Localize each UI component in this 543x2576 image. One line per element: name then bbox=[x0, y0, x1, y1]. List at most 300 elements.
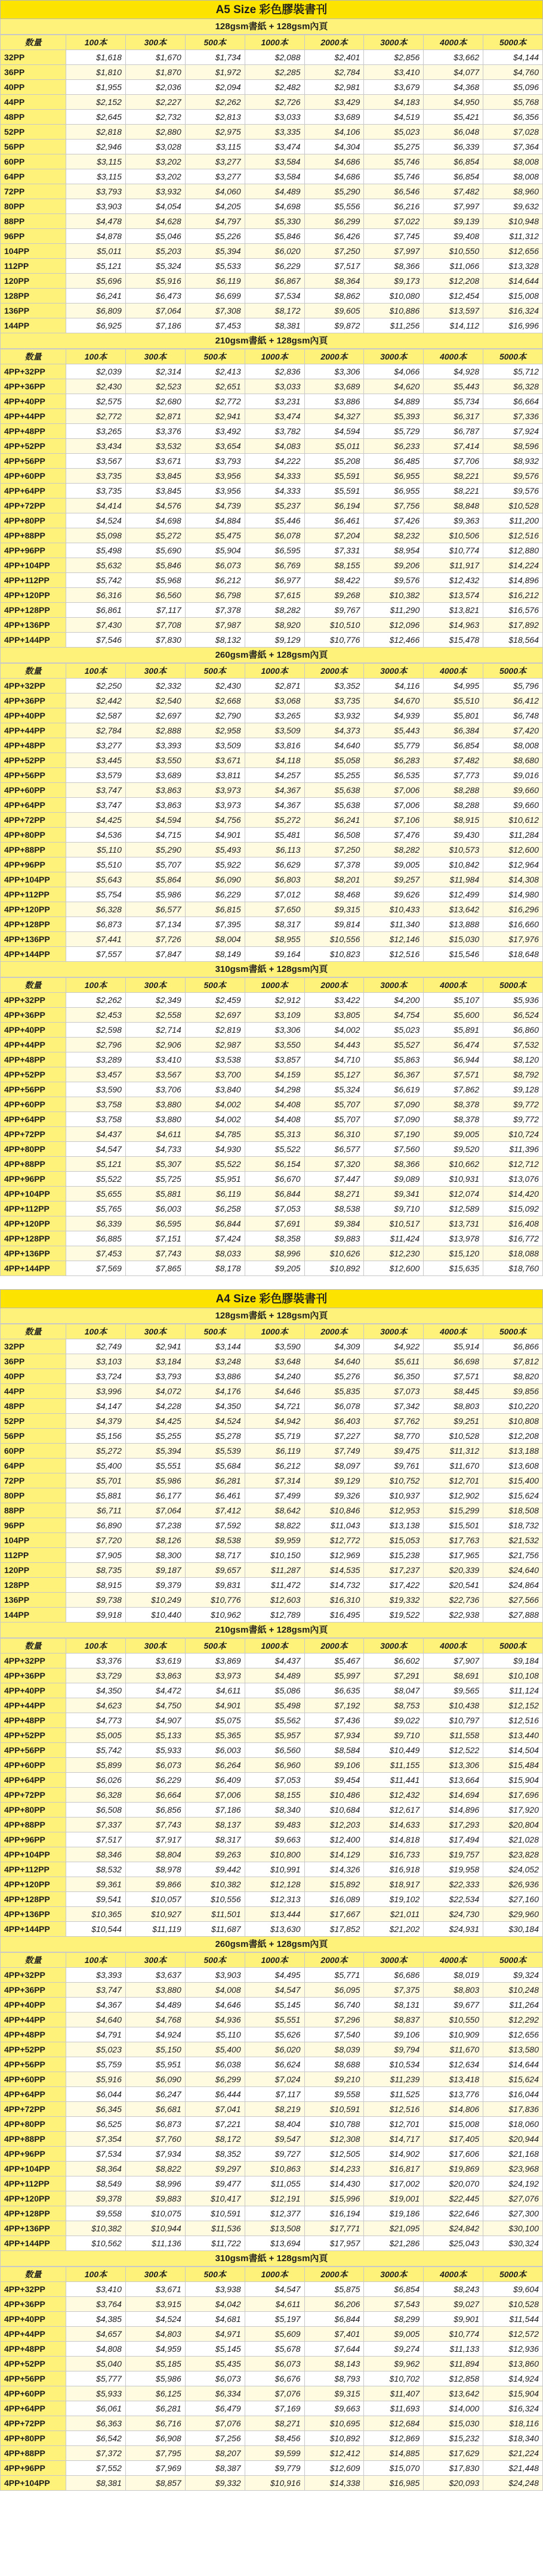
price-cell: $22,534 bbox=[424, 1892, 483, 1907]
price-cell: $12,499 bbox=[424, 887, 483, 902]
column-header: 300本 bbox=[125, 1953, 185, 1968]
table-row bbox=[1, 603, 543, 618]
price-cell: $6,698 bbox=[424, 1354, 483, 1369]
price-cell: $12,146 bbox=[364, 932, 424, 947]
price-cell: $6,955 bbox=[364, 484, 424, 499]
price-cell: $6,955 bbox=[364, 469, 424, 484]
price-cell: $3,932 bbox=[304, 708, 364, 723]
price-cell: $7,420 bbox=[483, 723, 543, 738]
price-cell: $9,454 bbox=[304, 1773, 364, 1788]
price-cell: $6,426 bbox=[304, 229, 364, 244]
price-cell: $2,772 bbox=[185, 394, 245, 409]
price-cell: $3,265 bbox=[66, 424, 126, 439]
price-cell: $6,885 bbox=[66, 1231, 126, 1246]
price-cell: $20,541 bbox=[424, 1578, 483, 1593]
price-cell: $8,004 bbox=[185, 932, 245, 947]
price-cell: $3,903 bbox=[66, 199, 126, 214]
price-cell: $3,115 bbox=[66, 154, 126, 169]
price-cell: $8,404 bbox=[245, 2117, 304, 2132]
price-cell: $13,188 bbox=[483, 1444, 543, 1459]
price-cell: $8,288 bbox=[424, 798, 483, 813]
price-cell: $9,883 bbox=[125, 2191, 185, 2206]
page-count-cell: 4PP+136PP bbox=[1, 2221, 66, 2236]
price-cell: $5,729 bbox=[364, 424, 424, 439]
price-cell: $2,871 bbox=[245, 679, 304, 693]
price-cell: $3,474 bbox=[245, 140, 304, 154]
price-cell: $21,532 bbox=[483, 1533, 543, 1548]
price-cell: $16,212 bbox=[483, 588, 543, 603]
price-cell: $3,956 bbox=[185, 484, 245, 499]
price-cell: $10,991 bbox=[245, 1862, 304, 1877]
price-cell: $10,550 bbox=[424, 244, 483, 259]
price-cell: $7,375 bbox=[364, 1983, 424, 1998]
price-cell: $4,443 bbox=[304, 1038, 364, 1052]
price-cell: $5,632 bbox=[66, 558, 126, 573]
price-cell: $11,722 bbox=[185, 2236, 245, 2251]
price-cell: $6,328 bbox=[66, 902, 126, 917]
price-cell: $21,168 bbox=[483, 2147, 543, 2162]
price-cell: $11,670 bbox=[424, 1459, 483, 1473]
price-cell: $9,341 bbox=[364, 1187, 424, 1202]
price-cell: $2,946 bbox=[66, 140, 126, 154]
price-cell: $6,860 bbox=[483, 1023, 543, 1038]
price-cell: $4,878 bbox=[66, 229, 126, 244]
price-cell: $13,580 bbox=[483, 2042, 543, 2057]
table-row bbox=[1, 110, 543, 125]
column-header: 5000本 bbox=[483, 35, 543, 50]
price-cell: $3,115 bbox=[66, 169, 126, 184]
page-count-cell: 4PP+52PP bbox=[1, 1067, 66, 1082]
price-cell: $3,410 bbox=[66, 2282, 126, 2297]
price-cell: $12,516 bbox=[483, 1713, 543, 1728]
price-cell: $8,201 bbox=[304, 872, 364, 887]
price-cell: $8,596 bbox=[483, 439, 543, 454]
section-title: A5 Size 彩色膠裝書刊 bbox=[0, 0, 543, 19]
price-cell: $9,738 bbox=[66, 1593, 126, 1608]
column-header: 1000本 bbox=[245, 1324, 304, 1339]
price-cell: $9,959 bbox=[245, 1533, 304, 1548]
price-cell: $8,680 bbox=[483, 753, 543, 768]
price-cell: $5,609 bbox=[245, 2327, 304, 2342]
price-cell: $4,681 bbox=[185, 2312, 245, 2327]
page-count-cell: 4PP+104PP bbox=[1, 2162, 66, 2176]
price-cell: $12,505 bbox=[304, 2147, 364, 2162]
page-count-cell: 4PP+60PP bbox=[1, 469, 66, 484]
price-cell: $5,255 bbox=[304, 768, 364, 783]
page-count-cell: 4PP+56PP bbox=[1, 1743, 66, 1758]
price-cell: $6,508 bbox=[304, 828, 364, 843]
price-cell: $9,430 bbox=[424, 828, 483, 843]
price-cell: $5,712 bbox=[483, 364, 543, 379]
price-cell: $7,650 bbox=[245, 902, 304, 917]
price-cell: $6,595 bbox=[125, 1216, 185, 1231]
price-cell: $3,654 bbox=[185, 439, 245, 454]
table-row bbox=[1, 1414, 543, 1429]
price-cell: $11,055 bbox=[245, 2176, 304, 2191]
column-header: 1000本 bbox=[245, 35, 304, 50]
price-cell: $3,735 bbox=[66, 484, 126, 499]
price-cell: $7,447 bbox=[304, 1172, 364, 1187]
price-cell: $16,324 bbox=[483, 2401, 543, 2416]
price-cell: $4,176 bbox=[185, 1384, 245, 1399]
price-cell: $8,221 bbox=[424, 469, 483, 484]
price-cell: $5,133 bbox=[125, 1728, 185, 1743]
price-cell: $6,635 bbox=[304, 1683, 364, 1698]
page-count-cell: 52PP bbox=[1, 1414, 66, 1429]
price-cell: $20,944 bbox=[483, 2132, 543, 2147]
price-cell: $13,076 bbox=[483, 1172, 543, 1187]
price-cell: $5,771 bbox=[304, 1968, 364, 1983]
price-cell: $7,336 bbox=[483, 409, 543, 424]
price-cell: $9,547 bbox=[245, 2132, 304, 2147]
table-row bbox=[1, 2162, 543, 2176]
price-cell: $9,408 bbox=[424, 229, 483, 244]
price-cell: $3,509 bbox=[185, 738, 245, 753]
price-cell: $1,870 bbox=[125, 65, 185, 80]
column-header: 300本 bbox=[125, 349, 185, 364]
price-cell: $2,036 bbox=[125, 80, 185, 95]
price-cell: $15,478 bbox=[424, 633, 483, 648]
price-cell: $7,720 bbox=[66, 1533, 126, 1548]
price-cell: $10,486 bbox=[304, 1788, 364, 1803]
price-cell: $5,011 bbox=[304, 439, 364, 454]
price-cell: $7,192 bbox=[304, 1698, 364, 1713]
column-header: 数量 bbox=[1, 1324, 66, 1339]
price-cell: $15,892 bbox=[304, 1877, 364, 1892]
price-cell: $3,679 bbox=[364, 80, 424, 95]
table-row bbox=[1, 1877, 543, 1892]
price-cell: $6,247 bbox=[125, 2087, 185, 2102]
column-header: 500本 bbox=[185, 1324, 245, 1339]
table-row bbox=[1, 1082, 543, 1097]
price-cell: $6,740 bbox=[304, 1998, 364, 2012]
price-cell: $9,361 bbox=[66, 1877, 126, 1892]
page-count-cell: 4PP+32PP bbox=[1, 679, 66, 693]
price-cell: $14,112 bbox=[424, 318, 483, 333]
table-row bbox=[1, 573, 543, 588]
price-cell: $3,996 bbox=[66, 1384, 126, 1399]
price-cell: $14,420 bbox=[483, 1187, 543, 1202]
price-cell: $5,533 bbox=[185, 259, 245, 274]
price-cell: $4,118 bbox=[245, 753, 304, 768]
price-cell: $5,591 bbox=[304, 469, 364, 484]
page-count-cell: 4PP+112PP bbox=[1, 573, 66, 588]
price-cell: $12,191 bbox=[245, 2191, 304, 2206]
price-cell: $1,734 bbox=[185, 50, 245, 65]
price-cell: $11,155 bbox=[364, 1758, 424, 1773]
price-cell: $6,264 bbox=[185, 1758, 245, 1773]
price-cell: $10,909 bbox=[424, 2027, 483, 2042]
price-cell: $7,064 bbox=[125, 304, 185, 318]
page-count-cell: 48PP bbox=[1, 110, 66, 125]
price-cell: $20,070 bbox=[424, 2176, 483, 2191]
price-cell: $17,629 bbox=[424, 2446, 483, 2461]
price-cell: $4,657 bbox=[66, 2327, 126, 2342]
page-count-cell: 4PP+96PP bbox=[1, 543, 66, 558]
price-cell: $8,717 bbox=[185, 1548, 245, 1563]
price-cell: $19,522 bbox=[364, 1608, 424, 1623]
price-cell: $27,300 bbox=[483, 2206, 543, 2221]
price-cell: $7,571 bbox=[424, 1369, 483, 1384]
price-cell: $4,907 bbox=[125, 1713, 185, 1728]
price-cell: $10,556 bbox=[185, 1892, 245, 1907]
price-cell: $4,942 bbox=[245, 1414, 304, 1429]
price-cell: $9,576 bbox=[364, 573, 424, 588]
price-cell: $9,779 bbox=[245, 2461, 304, 2476]
page-count-cell: 4PP+64PP bbox=[1, 1112, 66, 1127]
table-row bbox=[1, 2386, 543, 2401]
price-cell: $9,883 bbox=[304, 1231, 364, 1246]
price-cell: $12,656 bbox=[483, 2027, 543, 2042]
price-section bbox=[0, 1289, 543, 2491]
price-cell: $5,846 bbox=[125, 558, 185, 573]
price-cell: $6,229 bbox=[245, 259, 304, 274]
table-row bbox=[1, 1157, 543, 1172]
table-row bbox=[1, 1773, 543, 1788]
price-cell: $3,886 bbox=[304, 394, 364, 409]
price-cell: $11,284 bbox=[483, 828, 543, 843]
table-row bbox=[1, 783, 543, 798]
group-subtitle: 128gsm書紙 + 128gsm內頁 bbox=[0, 19, 543, 35]
price-cell: $10,556 bbox=[304, 932, 364, 947]
price-cell: $5,904 bbox=[185, 543, 245, 558]
price-cell: $10,800 bbox=[245, 1847, 304, 1862]
price-cell: $6,602 bbox=[364, 1654, 424, 1668]
price-cell: $12,589 bbox=[424, 1202, 483, 1216]
price-cell: $7,453 bbox=[185, 318, 245, 333]
price-cell: $3,492 bbox=[185, 424, 245, 439]
price-cell: $3,033 bbox=[245, 110, 304, 125]
page-count-cell: 4PP+96PP bbox=[1, 1832, 66, 1847]
column-header: 3000本 bbox=[364, 1324, 424, 1339]
price-cell: $9,315 bbox=[304, 2386, 364, 2401]
price-cell: $30,184 bbox=[483, 1922, 543, 1937]
price-cell: $9,475 bbox=[364, 1444, 424, 1459]
price-cell: $3,648 bbox=[245, 1354, 304, 1369]
table-header-row bbox=[1, 1639, 543, 1654]
price-cell: $7,134 bbox=[125, 917, 185, 932]
price-cell: $21,028 bbox=[483, 1832, 543, 1847]
price-cell: $3,793 bbox=[66, 184, 126, 199]
price-cell: $8,008 bbox=[483, 738, 543, 753]
price-cell: $7,706 bbox=[424, 454, 483, 469]
price-cell: $9,727 bbox=[245, 2147, 304, 2162]
price-cell: $1,810 bbox=[66, 65, 126, 80]
table-row bbox=[1, 318, 543, 333]
table-row bbox=[1, 1112, 543, 1127]
price-cell: $7,773 bbox=[424, 768, 483, 783]
price-cell: $6,546 bbox=[364, 184, 424, 199]
price-cell: $24,248 bbox=[483, 2476, 543, 2491]
table-row bbox=[1, 1339, 543, 1354]
price-cell: $14,338 bbox=[304, 2476, 364, 2491]
price-cell: $5,678 bbox=[245, 2342, 304, 2357]
price-cell: $3,144 bbox=[185, 1339, 245, 1354]
price-cell: $3,724 bbox=[66, 1369, 126, 1384]
paper-group bbox=[0, 648, 543, 962]
price-cell: $6,212 bbox=[185, 573, 245, 588]
price-cell: $5,121 bbox=[66, 1157, 126, 1172]
price-cell: $9,866 bbox=[125, 1877, 185, 1892]
price-cell: $4,116 bbox=[364, 679, 424, 693]
price-cell: $5,796 bbox=[483, 679, 543, 693]
price-cell: $11,264 bbox=[483, 1998, 543, 2012]
price-cell: $24,192 bbox=[483, 2176, 543, 2191]
price-cell: $6,960 bbox=[245, 1758, 304, 1773]
price-cell: $9,005 bbox=[364, 2327, 424, 2342]
price-cell: $14,896 bbox=[483, 573, 543, 588]
price-cell: $13,444 bbox=[245, 1907, 304, 1922]
price-cell: $3,782 bbox=[245, 424, 304, 439]
price-cell: $5,746 bbox=[364, 169, 424, 184]
price-cell: $10,517 bbox=[364, 1216, 424, 1231]
price-cell: $10,863 bbox=[245, 2162, 304, 2176]
price-cell: $5,145 bbox=[245, 1998, 304, 2012]
price-cell: $3,764 bbox=[66, 2297, 126, 2312]
price-cell: $9,173 bbox=[364, 274, 424, 289]
price-cell: $6,577 bbox=[304, 1142, 364, 1157]
table-row bbox=[1, 409, 543, 424]
page-count-cell: 4PP+64PP bbox=[1, 2087, 66, 2102]
price-cell: $9,962 bbox=[364, 2357, 424, 2371]
price-cell: $4,773 bbox=[66, 1713, 126, 1728]
price-cell: $1,955 bbox=[66, 80, 126, 95]
table-row bbox=[1, 1892, 543, 1907]
price-cell: $7,073 bbox=[364, 1384, 424, 1399]
price-cell: $2,575 bbox=[66, 394, 126, 409]
price-cell: $5,551 bbox=[245, 2012, 304, 2027]
price-cell: $4,939 bbox=[364, 708, 424, 723]
price-cell: $5,096 bbox=[483, 80, 543, 95]
page-count-cell: 4PP+120PP bbox=[1, 588, 66, 603]
price-cell: $4,640 bbox=[304, 1354, 364, 1369]
price-cell: $5,498 bbox=[245, 1698, 304, 1713]
price-cell: $18,648 bbox=[483, 947, 543, 962]
price-cell: $7,169 bbox=[245, 2401, 304, 2416]
price-cell: $4,159 bbox=[245, 1067, 304, 1082]
price-cell: $6,328 bbox=[483, 379, 543, 394]
price-cell: $13,508 bbox=[245, 2221, 304, 2236]
price-cell: $2,819 bbox=[185, 1023, 245, 1038]
column-header: 数量 bbox=[1, 1953, 66, 1968]
price-cell: $5,467 bbox=[304, 1654, 364, 1668]
page-count-cell: 4PP+88PP bbox=[1, 843, 66, 857]
price-cell: $5,443 bbox=[424, 379, 483, 394]
price-cell: $5,986 bbox=[125, 887, 185, 902]
price-cell: $6,403 bbox=[304, 1414, 364, 1429]
price-cell: $10,944 bbox=[125, 2221, 185, 2236]
price-cell: $22,646 bbox=[424, 2206, 483, 2221]
price-cell: $3,306 bbox=[245, 1023, 304, 1038]
price-cell: $7,090 bbox=[364, 1112, 424, 1127]
page-count-cell: 4PP+48PP bbox=[1, 1052, 66, 1067]
price-cell: $5,156 bbox=[66, 1429, 126, 1444]
price-cell: $10,249 bbox=[125, 1593, 185, 1608]
page-count-cell: 4PP+64PP bbox=[1, 484, 66, 499]
price-cell: $13,574 bbox=[424, 588, 483, 603]
price-cell: $13,642 bbox=[424, 2386, 483, 2401]
table-row bbox=[1, 679, 543, 693]
price-cell: $12,128 bbox=[245, 1877, 304, 1892]
price-cell: $9,326 bbox=[304, 1488, 364, 1503]
price-cell: $10,510 bbox=[304, 618, 364, 633]
page-count-cell: 128PP bbox=[1, 1578, 66, 1593]
price-cell: $8,735 bbox=[66, 1563, 126, 1578]
price-cell: $6,681 bbox=[125, 2102, 185, 2117]
price-cell: $10,752 bbox=[364, 1473, 424, 1488]
price-cell: $6,299 bbox=[185, 2072, 245, 2087]
table-row bbox=[1, 1503, 543, 1518]
price-cell: $2,796 bbox=[66, 1038, 126, 1052]
price-cell: $4,547 bbox=[245, 2282, 304, 2297]
price-cell: $7,592 bbox=[185, 1518, 245, 1533]
price-cell: $7,256 bbox=[185, 2431, 245, 2446]
price-cell: $2,697 bbox=[185, 1008, 245, 1023]
page-count-cell: 4PP+48PP bbox=[1, 2027, 66, 2042]
price-cell: $4,623 bbox=[66, 1698, 126, 1713]
price-cell: $6,748 bbox=[483, 708, 543, 723]
price-cell: $12,880 bbox=[483, 543, 543, 558]
price-cell: $2,714 bbox=[125, 1023, 185, 1038]
price-cell: $5,754 bbox=[66, 887, 126, 902]
price-cell: $10,797 bbox=[424, 1713, 483, 1728]
price-cell: $5,875 bbox=[304, 2282, 364, 2297]
price-cell: $11,424 bbox=[364, 1231, 424, 1246]
table-row bbox=[1, 1429, 543, 1444]
price-cell: $6,367 bbox=[364, 1067, 424, 1082]
price-cell: $6,090 bbox=[125, 2072, 185, 2087]
price-cell: $6,412 bbox=[483, 693, 543, 708]
page-count-cell: 4PP+112PP bbox=[1, 1862, 66, 1877]
price-cell: $29,960 bbox=[483, 1907, 543, 1922]
price-cell: $8,770 bbox=[364, 1429, 424, 1444]
price-cell: $10,662 bbox=[424, 1157, 483, 1172]
table-row bbox=[1, 1488, 543, 1503]
price-cell: $9,767 bbox=[304, 603, 364, 618]
price-cell: $3,265 bbox=[245, 708, 304, 723]
price-cell: $7,308 bbox=[185, 304, 245, 318]
price-cell: $11,558 bbox=[424, 1728, 483, 1743]
price-cell: $7,476 bbox=[364, 828, 424, 843]
page-count-cell: 4PP+104PP bbox=[1, 558, 66, 573]
price-cell: $2,262 bbox=[185, 95, 245, 110]
price-cell: $4,368 bbox=[424, 80, 483, 95]
price-cell: $17,422 bbox=[364, 1578, 424, 1593]
page-count-cell: 4PP+144PP bbox=[1, 2236, 66, 2251]
price-cell: $4,547 bbox=[245, 1983, 304, 1998]
price-cell: $3,393 bbox=[66, 1968, 126, 1983]
price-cell: $10,075 bbox=[125, 2206, 185, 2221]
price-cell: $4,478 bbox=[66, 214, 126, 229]
price-cell: $9,257 bbox=[364, 872, 424, 887]
table-row bbox=[1, 2282, 543, 2297]
price-cell: $10,108 bbox=[483, 1668, 543, 1683]
column-header: 100本 bbox=[66, 349, 126, 364]
price-cell: $2,587 bbox=[66, 708, 126, 723]
price-cell: $20,804 bbox=[483, 1818, 543, 1832]
page-count-cell: 4PP+32PP bbox=[1, 993, 66, 1008]
page-count-cell: 104PP bbox=[1, 244, 66, 259]
price-cell: $3,886 bbox=[185, 1369, 245, 1384]
price-cell: $5,400 bbox=[185, 2042, 245, 2057]
price-cell: $9,106 bbox=[364, 2027, 424, 2042]
price-cell: $21,095 bbox=[364, 2221, 424, 2236]
price-cell: $5,510 bbox=[424, 693, 483, 708]
price-cell: $21,202 bbox=[364, 1922, 424, 1937]
page-count-cell: 36PP bbox=[1, 1354, 66, 1369]
price-cell: $7,756 bbox=[364, 499, 424, 513]
price-cell: $3,393 bbox=[125, 738, 185, 753]
